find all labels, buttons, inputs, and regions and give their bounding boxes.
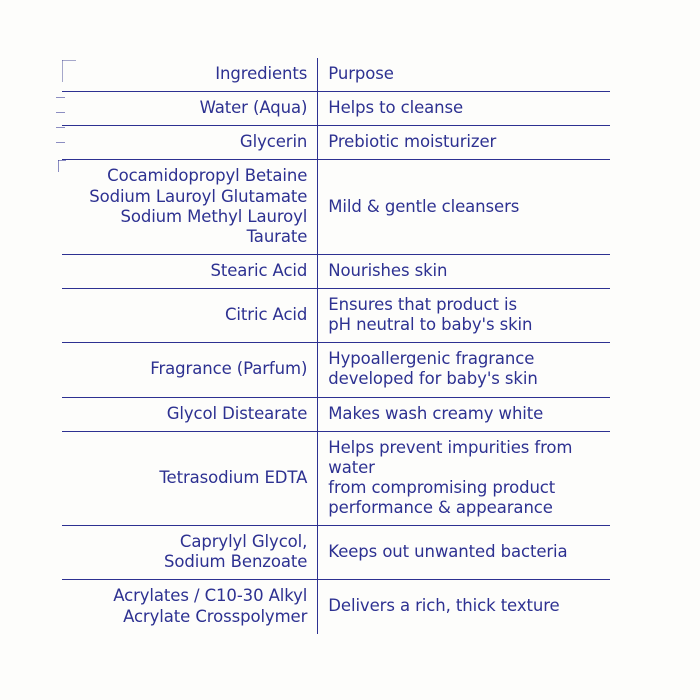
ingredient-line: Acrylate Crosspolymer (123, 606, 308, 626)
ingredient-cell (62, 160, 318, 255)
table-row (62, 92, 610, 126)
ingredient-cell (62, 92, 318, 126)
purpose-cell (318, 160, 610, 255)
table-header (62, 58, 610, 92)
ingredient-line: Stearic Acid (210, 260, 308, 280)
purpose-cell (318, 397, 610, 431)
purpose-line: Helps to cleanse (328, 98, 464, 118)
table-row (62, 160, 610, 255)
table-row (62, 431, 610, 526)
purpose-line: Delivers a rich, thick texture (328, 596, 560, 616)
column-header-purpose: Purpose (318, 58, 610, 92)
table-row (62, 526, 610, 580)
ingredient-cell (62, 431, 318, 526)
purpose-cell (318, 126, 610, 160)
purpose-cell (318, 343, 610, 397)
table-row (62, 580, 610, 634)
ingredient-line: Water (Aqua) (199, 98, 308, 118)
purpose-line: Ensures that product is (328, 295, 517, 314)
ingredient-line: Sodium Methyl Lauroyl Taurate (120, 206, 308, 246)
ingredient-cell (62, 343, 318, 397)
purpose-cell (318, 254, 610, 288)
ingredients-table (62, 58, 610, 634)
ingredient-cell (62, 289, 318, 343)
purpose-line: performance & appearance (328, 498, 553, 517)
purpose-line: Mild & gentle cleansers (328, 196, 520, 216)
ingredient-cell (62, 126, 318, 160)
table-row (62, 126, 610, 160)
ingredient-line: Caprylyl Glycol, (179, 532, 308, 552)
ingredient-cell (62, 397, 318, 431)
purpose-line: developed for baby's skin (328, 369, 538, 389)
purpose-line: Prebiotic moisturizer (328, 132, 497, 152)
ingredient-line: Citric Acid (225, 305, 308, 325)
ingredient-line: Sodium Lauroyl Glutamate (89, 186, 308, 206)
purpose-line: Makes wash creamy white (328, 403, 544, 423)
purpose-line: pH neutral to baby's skin (328, 315, 533, 335)
purpose-cell (318, 92, 610, 126)
ingredient-cell (62, 526, 318, 580)
ingredient-line: Glycerin (239, 132, 308, 152)
table-row (62, 289, 610, 343)
table-row (62, 397, 610, 431)
purpose-cell (318, 289, 610, 343)
purpose-line: Hypoallergenic fragrance (328, 349, 535, 369)
purpose-line: Keeps out unwanted bacteria (328, 542, 568, 562)
purpose-cell (318, 431, 610, 526)
table-row (62, 254, 610, 288)
purpose-cell (318, 526, 610, 580)
ingredients-table-wrapper (62, 58, 610, 634)
purpose-line: Helps prevent impurities from water (328, 437, 573, 477)
purpose-line: Nourishes skin (328, 260, 448, 280)
purpose-cell (318, 580, 610, 634)
purpose-line: from compromising product (328, 477, 556, 497)
ingredient-line: Acrylates / C10-30 Alkyl (113, 586, 308, 606)
ingredient-cell (62, 580, 318, 634)
ingredient-line: Tetrasodium EDTA (159, 467, 308, 487)
ingredient-line: Sodium Benzoate (163, 552, 308, 572)
label-tick-5 (58, 160, 59, 172)
ingredient-line: Fragrance (Parfum) (150, 359, 308, 379)
ingredient-line: Glycol Distearate (166, 403, 308, 423)
ingredient-cell (62, 254, 318, 288)
ingredient-line: Cocamidopropyl Betaine (107, 166, 308, 186)
table-row (62, 343, 610, 397)
table-header-row (62, 58, 610, 92)
column-header-ingredients: Ingredients (62, 58, 318, 92)
table-body (62, 92, 610, 634)
